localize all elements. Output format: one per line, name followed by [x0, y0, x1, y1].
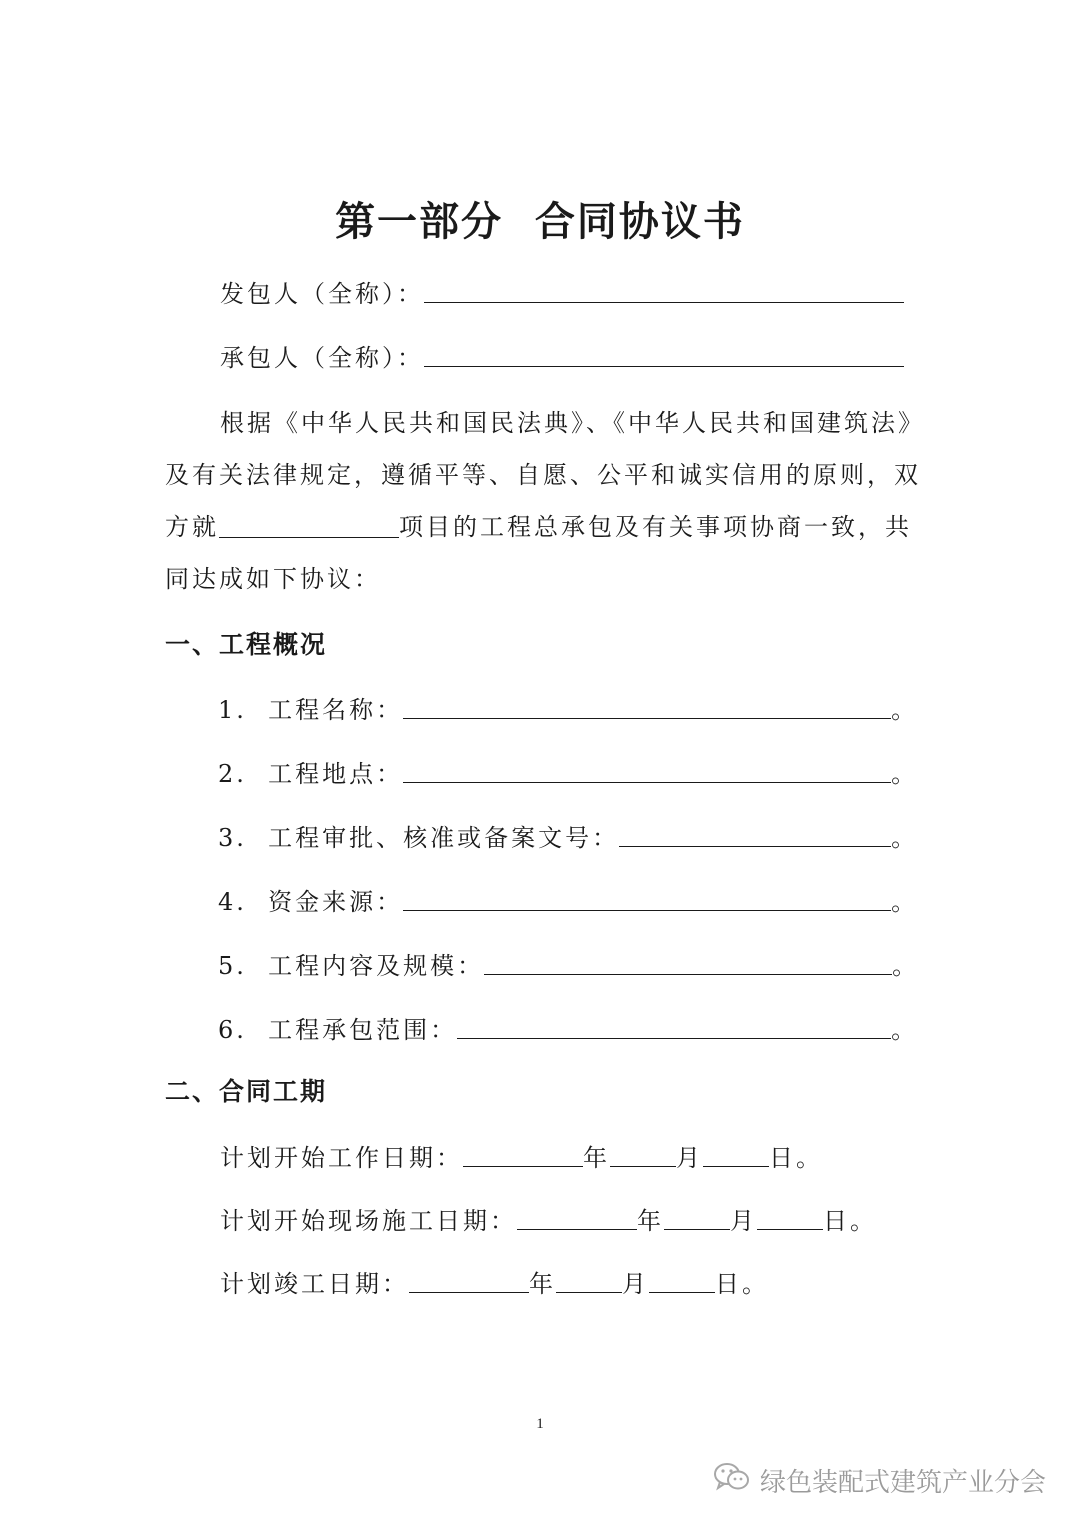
date-label: 计划开始工作日期：	[220, 1144, 463, 1172]
item-number: 6.	[218, 1016, 247, 1044]
day-blank[interactable]	[649, 1266, 715, 1293]
item-label: 工程名称：	[268, 696, 404, 724]
day-blank[interactable]	[703, 1140, 769, 1167]
month-unit: 月	[676, 1144, 703, 1172]
employer-row	[220, 276, 904, 312]
preamble-line-3	[165, 501, 917, 553]
item-number: 2.	[218, 760, 247, 788]
employer-blank[interactable]	[424, 276, 904, 303]
date-row-start-site	[220, 1203, 877, 1239]
watermark-text: 绿色装配式建筑产业分会	[759, 1467, 1046, 1498]
end-mark: 。	[892, 952, 920, 980]
project-location-blank[interactable]	[403, 756, 891, 783]
month-unit: 月	[730, 1207, 757, 1235]
item-label: 工程内容及规模：	[268, 952, 485, 980]
year-unit: 年	[637, 1207, 664, 1235]
item-label: 工程审批、核准或备案文号：	[268, 824, 620, 852]
year-unit: 年	[529, 1270, 556, 1298]
contractor-row	[220, 340, 904, 376]
day-unit: 日。	[823, 1207, 877, 1235]
item-number: 1.	[218, 696, 247, 724]
item-label: 资金来源：	[268, 888, 404, 916]
item-label: 工程承包范围：	[268, 1016, 458, 1044]
month-blank[interactable]	[664, 1203, 730, 1230]
year-blank[interactable]	[409, 1266, 529, 1293]
contract-scope-blank[interactable]	[457, 1012, 891, 1039]
date-label: 计划开始现场施工日期：	[220, 1207, 517, 1235]
month-blank[interactable]	[610, 1140, 676, 1167]
approval-number-blank[interactable]	[619, 820, 891, 847]
contractor-label: 承包人（全称）：	[220, 344, 424, 372]
year-blank[interactable]	[517, 1203, 637, 1230]
end-mark: 。	[891, 888, 919, 916]
day-blank[interactable]	[757, 1203, 823, 1230]
item-number: 3.	[218, 824, 247, 852]
preamble-line-4: 同达成如下协议：	[165, 565, 381, 593]
scope-content-blank[interactable]	[484, 948, 892, 975]
contractor-blank[interactable]	[424, 340, 904, 367]
preamble-line-2: 及有关法律规定，遵循平等、自愿、公平和诚实信用的原则，双	[165, 461, 921, 489]
overview-item	[218, 948, 919, 984]
funding-source-blank[interactable]	[403, 884, 891, 911]
end-mark: 。	[891, 824, 919, 852]
project-name-blank[interactable]	[219, 501, 399, 538]
month-blank[interactable]	[556, 1266, 622, 1293]
overview-item	[218, 820, 918, 856]
section-heading-contract-period: 二、合同工期	[165, 1077, 328, 1106]
end-mark: 。	[891, 696, 919, 724]
end-mark: 。	[891, 1016, 919, 1044]
preamble-paragraph	[165, 397, 925, 605]
overview-item	[218, 884, 918, 920]
wechat-icon	[712, 1460, 752, 1501]
year-unit: 年	[583, 1144, 610, 1172]
item-number: 5.	[218, 952, 247, 980]
section-heading-project-overview: 一、工程概况	[165, 630, 328, 659]
date-row-completion	[220, 1266, 769, 1302]
item-label: 工程地点：	[268, 760, 404, 788]
item-number: 4.	[218, 888, 247, 916]
preamble-line-3-suffix: 项目的工程总承包及有关事项协商一致，共	[399, 513, 912, 541]
employer-label: 发包人（全称）：	[220, 280, 424, 308]
year-blank[interactable]	[463, 1140, 583, 1167]
page-number: 1	[536, 1416, 544, 1432]
preamble-line-1: 根据《中华人民共和国民法典》、《中华人民共和国建筑法》	[220, 409, 925, 437]
day-unit: 日。	[769, 1144, 823, 1172]
day-unit: 日。	[715, 1270, 769, 1298]
end-mark: 。	[891, 760, 919, 788]
overview-item	[218, 756, 918, 792]
month-unit: 月	[622, 1270, 649, 1298]
date-label: 计划竣工日期：	[220, 1270, 409, 1298]
project-name-blank-field[interactable]	[403, 692, 891, 719]
page-title: 第一部分 合同协议书	[335, 199, 745, 245]
overview-item	[218, 692, 918, 728]
watermark	[712, 1462, 1046, 1498]
overview-item	[218, 1012, 918, 1048]
date-row-start-work	[220, 1140, 823, 1176]
preamble-line-3-prefix: 方就	[165, 513, 219, 541]
